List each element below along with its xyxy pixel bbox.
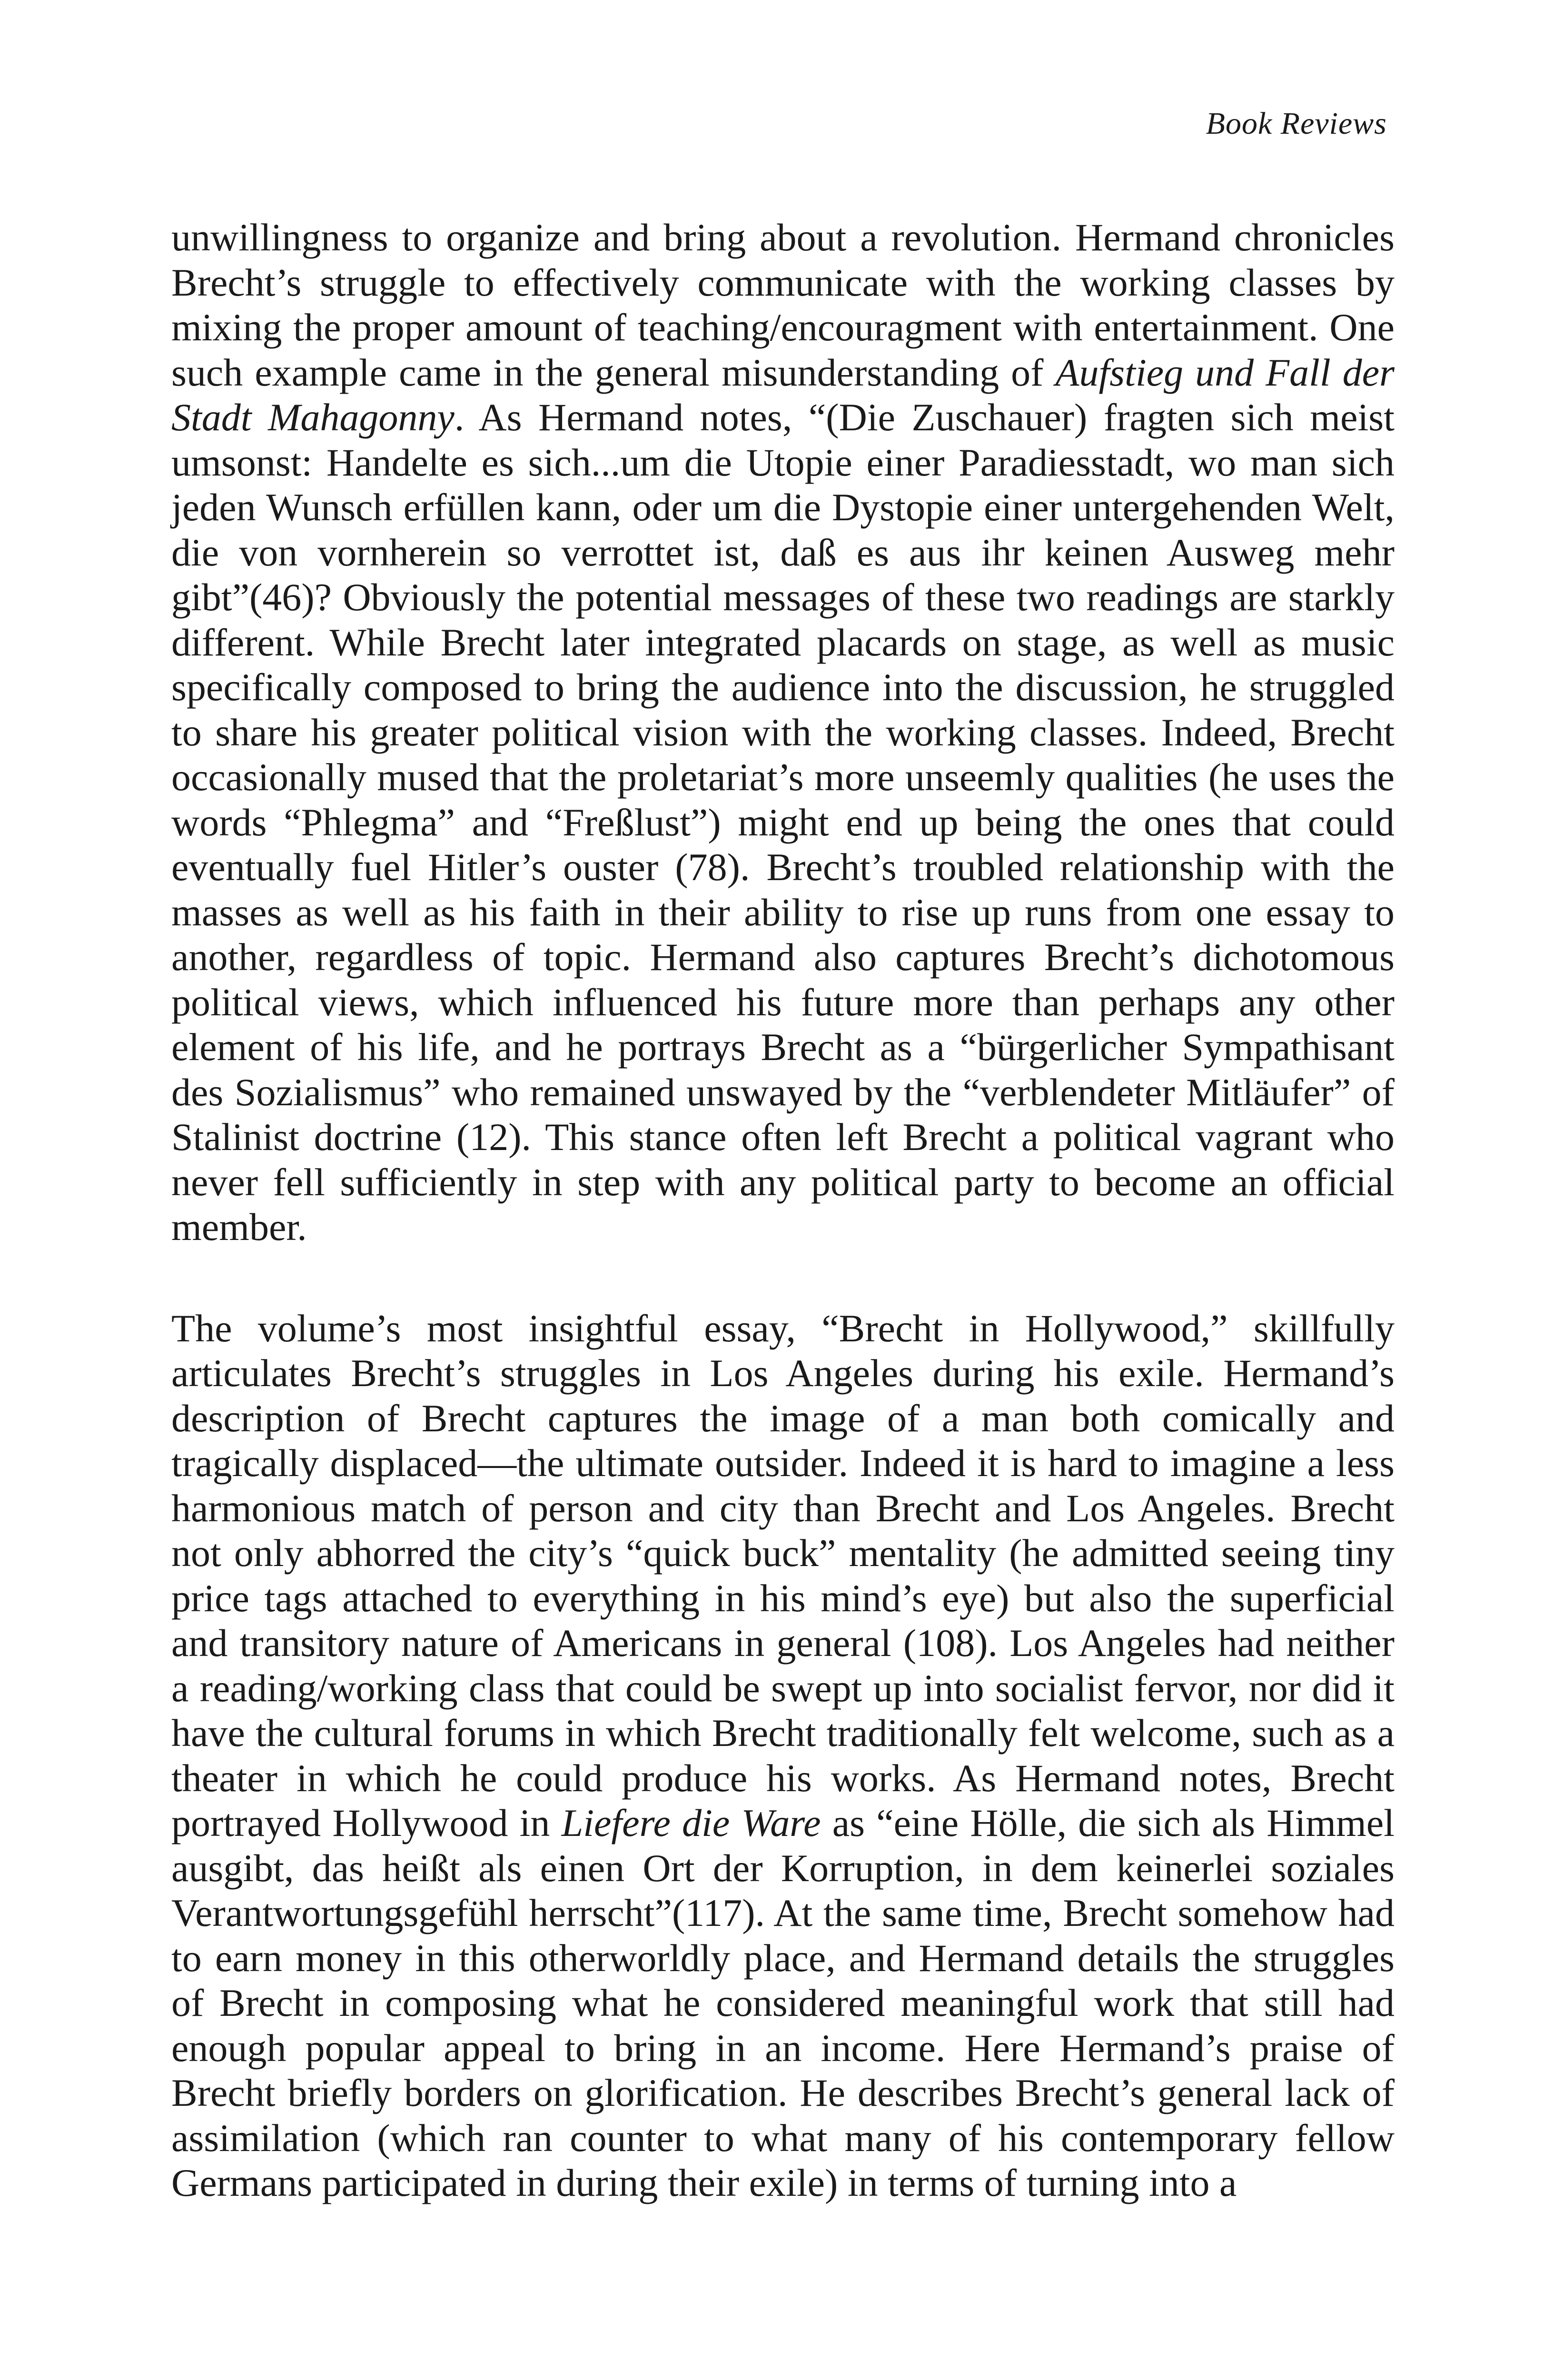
paragraph-2 (171, 1306, 1395, 2206)
paragraph-2-text-cont: as “eine Hölle, die sich als Himmel ausgibt, das heißt als einen Ort der Korruption, in dem keinerlei soziales Verantwortungsgefühl herrscht”(117). At the same time, Brecht somehow had to earn money in this otherworldly place, and Hermand details the struggles of Brecht in composing what he considered meaningful work that still had enough popular appeal to bring in an income. Here Hermand’s praise of Brecht briefly borders on glorification. He describes Brecht’s general lack of assimilation (which ran counter to what many of his contemporary fellow Germans participated in during their exile) in terms of turning into a (171, 1801, 1395, 2204)
paragraph-1-text: unwillingness to organize and bring about a revolution. Hermand chronicles Brecht’s struggle to effectively communicate with the working classes by mixing the proper amount of teaching/encouragment with entertainment. One such example came in the general misunderstanding of (171, 216, 1395, 394)
paragraph-1 (171, 215, 1395, 1250)
running-head: Book Reviews (1206, 106, 1387, 141)
body-text (171, 215, 1395, 2206)
paragraph-1-text-cont: . As Hermand notes, “(Die Zuschauer) fragten sich meist umsonst: Handelte es sich...um die Utopie einer Paradiesstadt, wo man sich jeden Wunsch erfüllen kann, oder um die Dystopie einer untergehenden Welt, die von vornherein so verrottet ist, daß es aus ihr keinen Ausweg mehr gibt”(46)? Obviously the potential messages of these two readings are starkly different. While Brecht later integrated placards on stage, as well as music specifically composed to bring the audience into the discussion, he struggled to share his greater political vision with the working classes. Indeed, Brecht occasionally mused that the proletariat’s more unseemly qualities (he uses the words “Phlegma” and “Freßlust”) might end up being the ones that could eventually fuel Hitler’s ouster (78). Brecht’s troubled relationship with the masses as well as his faith in their ability to rise up runs from one essay to another, regardless of topic. Hermand also captures Brecht’s dichotomous political views, which influenced his future more than perhaps any other element of his life, and he portrays Brecht as a “bürgerlicher Sympathisant des Sozialismus” who remained unswayed by the “verblendeter Mitläufer” of Stalinist doctrine (12). This stance often left Brecht a political vagrant who never fell sufficiently in step with any political party to become an official member. (171, 396, 1395, 1249)
paragraph-2-text: The volume’s most insightful essay, “Brecht in Hollywood,” skillfully articulates Brecht’s struggles in Los Angeles during his exile. Hermand’s description of Brecht captures the image of a man both comically and tragically displaced—the ultimate outsider. Indeed it is hard to imagine a less harmonious match of person and city than Brecht and Los Angeles. Brecht not only abhorred the city’s “quick buck” mentality (he admitted seeing tiny price tags attached to everything in his mind’s eye) but also the superficial and transitory nature of Americans in general (108). Los Angeles had neither a reading/working class that could be swept up into socialist fervor, nor did it have the cultural forums in which Brecht traditionally felt welcome, such as a theater in which he could produce his works. As Hermand notes, Brecht portrayed Hollywood in (171, 1306, 1395, 1844)
italic-title-mahagonny: Aufstieg und Fall der Stadt Mahagonny (171, 350, 1395, 439)
italic-title-liefere-die-ware: Liefere die Ware (561, 1801, 821, 1844)
